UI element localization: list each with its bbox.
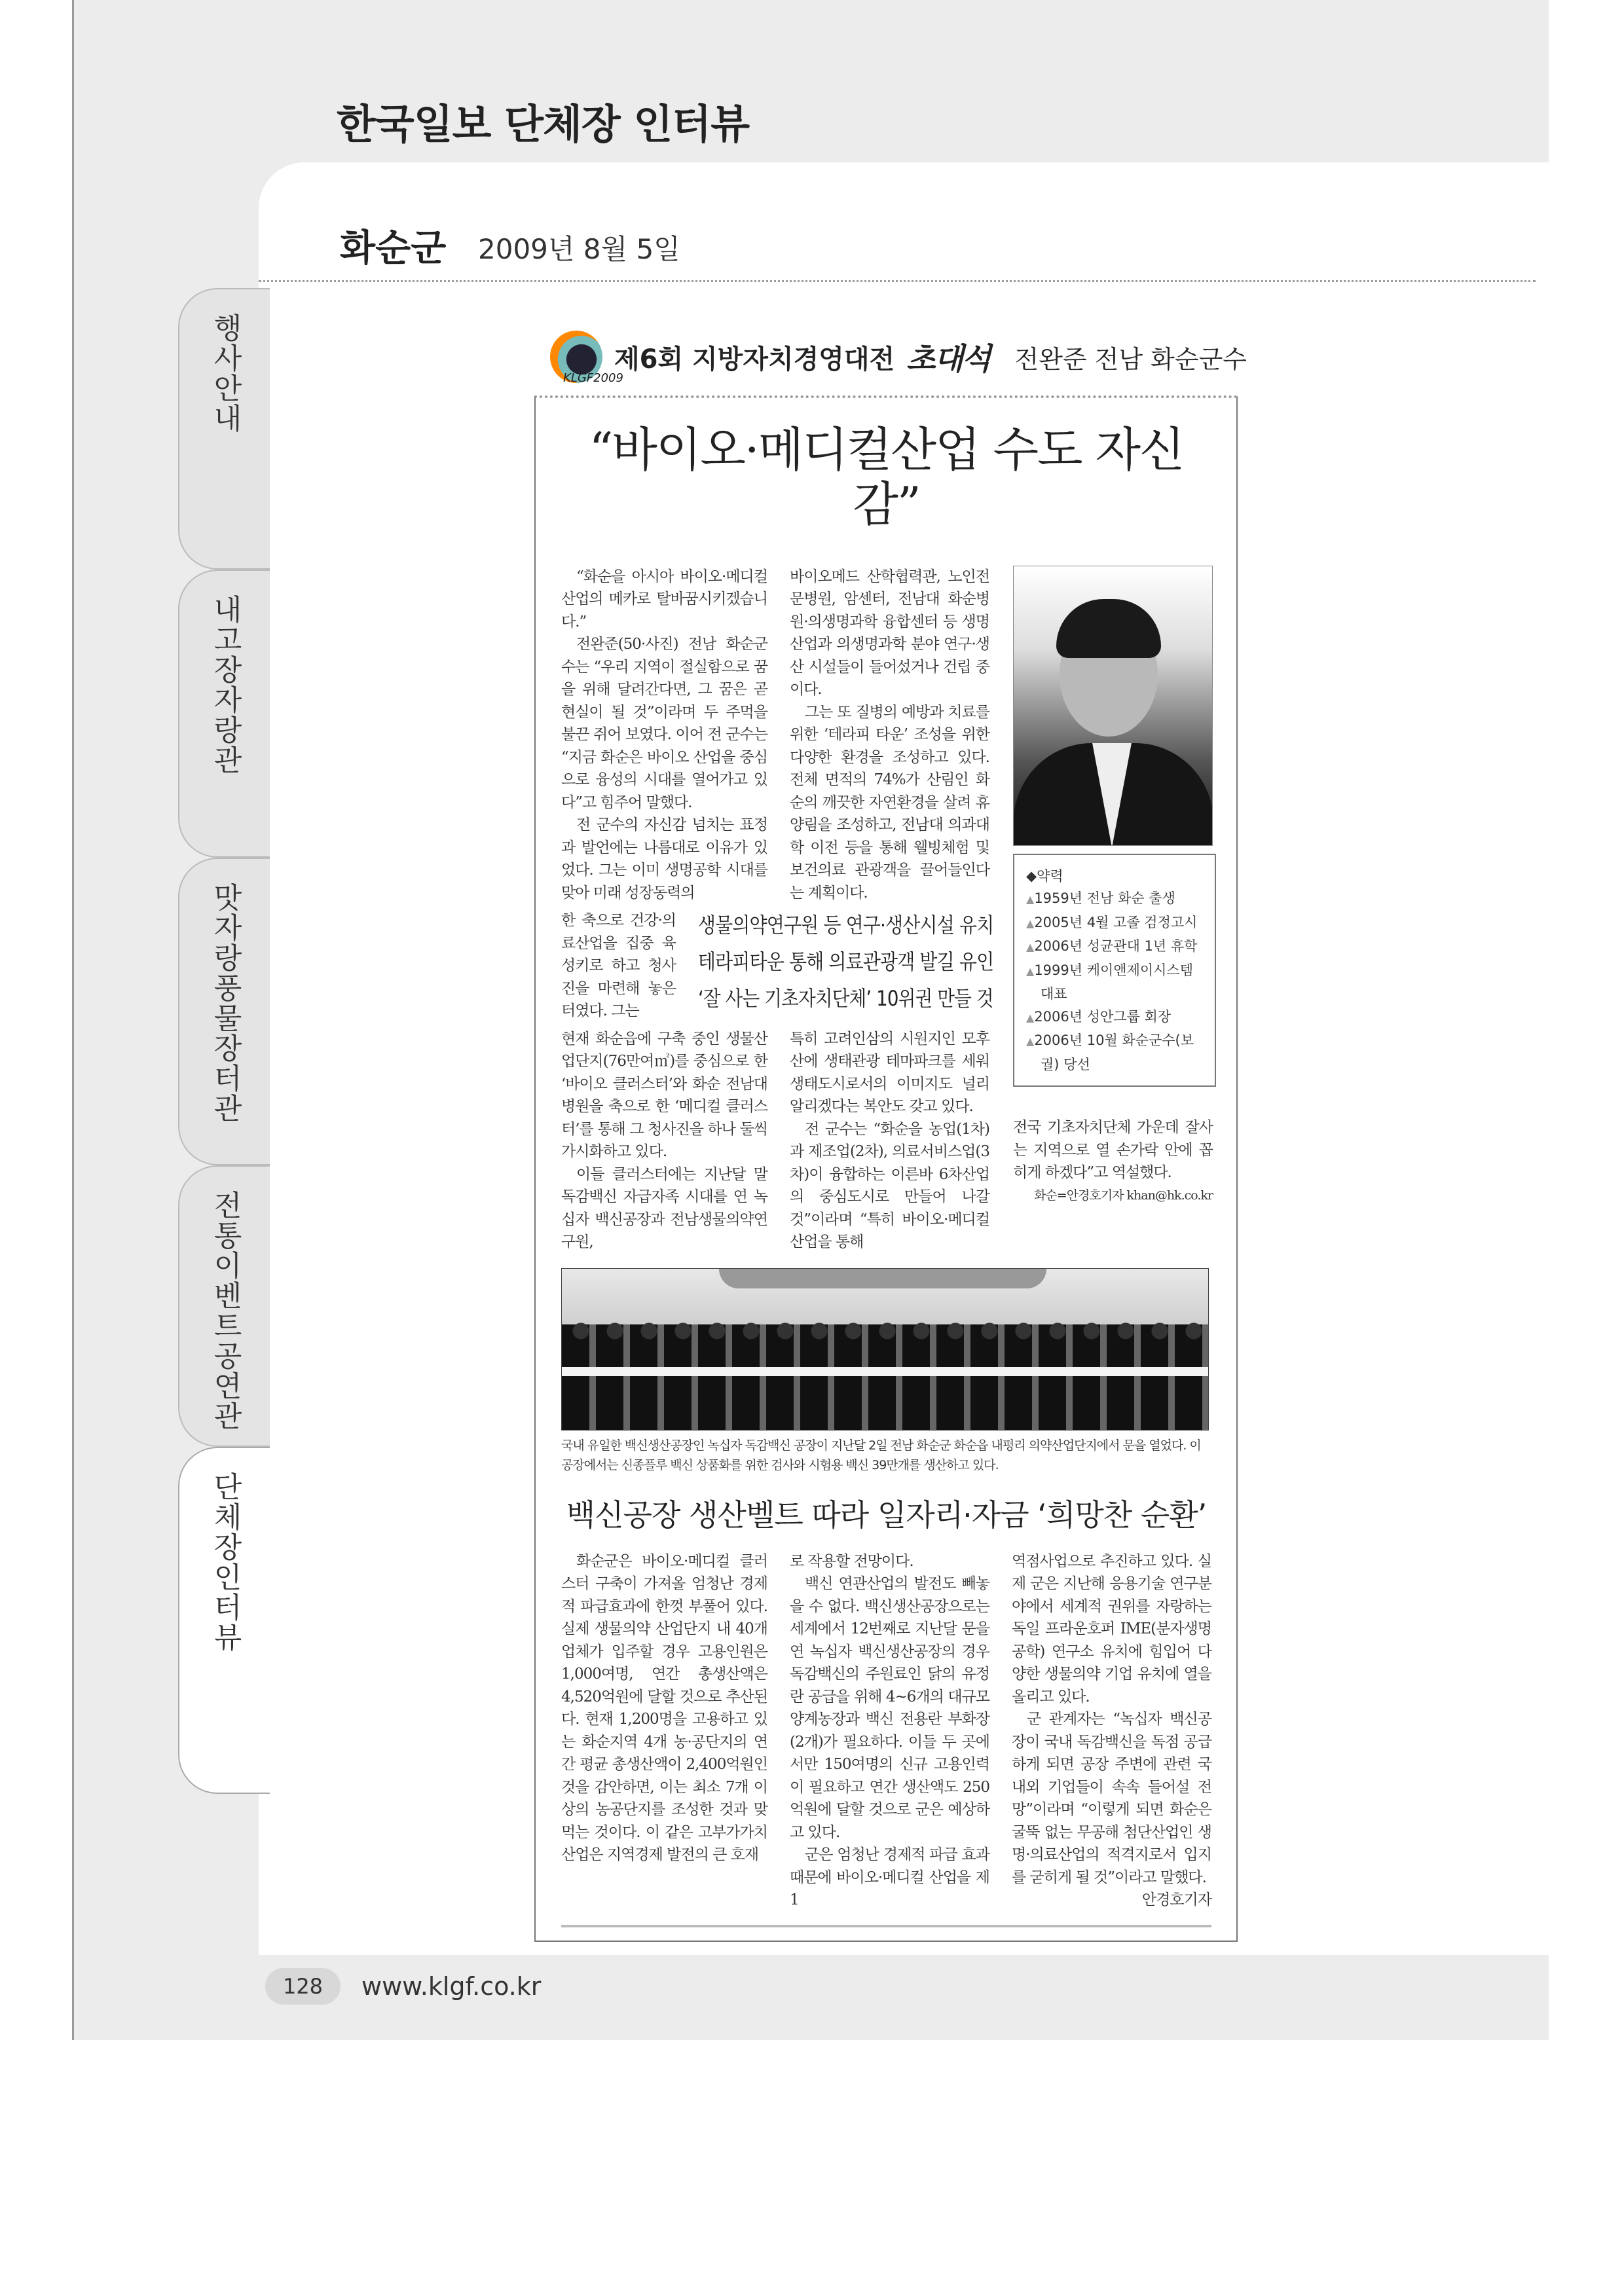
paragraph: 군은 엄청난 경제적 파급 효과 때문에 바이오·메디컬 산업을 제1 (790, 1846, 989, 1909)
career-heading: ◆약력 (1026, 867, 1063, 884)
divider (259, 280, 1536, 282)
article-col1-bottom (561, 1028, 767, 1254)
career-item: ▲2006년 성균관대 1년 휴학 (1026, 938, 1198, 955)
tab-hometown-pride[interactable] (178, 570, 270, 858)
triangle-icon: ▲ (1026, 1035, 1035, 1048)
award-banner (550, 327, 1247, 386)
ribbon-cutting-photo (561, 1268, 1209, 1430)
article2-col1 (561, 1550, 767, 1867)
tab-label: 행사안내 (208, 313, 242, 433)
paragraph: “화순을 아시아 바이오·메디컬 산업의 메카로 탈바꿈시키겠습니다.” (561, 568, 767, 630)
career-item: ▲1999년 케이앤제이시스템 대표 (1026, 962, 1194, 1002)
paragraph: 전완준(50·사진) 전남 화순군수는 “우리 지역이 절실함으로 꿈을 위해 달려간다면, 그 꿈은 곧 현실이 될 것”이라며 두 주먹을 불끈 쥐어 보였다. 이어 전 군수는 “지금 화순은 바이오 산업을 중심으로 융성의 시대를 열어가고 있다”고 힘주어 말했다. (561, 636, 767, 811)
article-col1-narrow (561, 909, 676, 1023)
scan-edge (72, 0, 74, 2040)
mayor-portrait-photo (1013, 566, 1213, 846)
divider (561, 1925, 1211, 1927)
article-col2-top (790, 566, 989, 905)
career-box (1013, 854, 1216, 1087)
tab-event-info[interactable] (178, 288, 270, 570)
paragraph: 역점사업으로 추진하고 있다. 실제 군은 지난해 응용기술 연구분야에서 세계적 권위를 자랑하는 독일 프라운호퍼 IME(분자생명공학) 연구소 유치에 힘입어 다양한 생물의약 기업 유치에 열을 올리고 있다. (1012, 1552, 1211, 1705)
paragraph: 군 관계자는 “녹십자 백신공장이 국내 독감백신을 독점 공급하게 되면 공장 주변에 관련 국내외 기업들이 속속 들어설 전망”이라며 “이렇게 되면 화순은 굴뚝 없는 무공해 첨단산업인 생명·의료산업의 적격지로서 입지를 굳히게 될 것”이라고 말했다. (1012, 1711, 1211, 1886)
paragraph: 로 작용할 전망이다. (790, 1552, 913, 1570)
career-item: ▲1959년 전남 화순 출생 (1026, 890, 1175, 907)
article2-headline: 백신공장 생산벨트 따라 일자리·자금 ‘희망찬 순환’ (566, 1497, 1207, 1533)
article2-col3 (1012, 1550, 1211, 1912)
article-box (534, 395, 1238, 1942)
publish-date: 2009년 8월 5일 (478, 233, 680, 265)
tab-mayor-interview[interactable] (178, 1447, 270, 1794)
interviewee: 전완준 전남 화순군수 (1014, 344, 1247, 374)
logo-text: KLGF2009 (563, 371, 623, 385)
subhead: ‘잘 사는 기초자치단체’ 10위권 만들 것 (698, 986, 993, 1011)
region-name: 화순군 (340, 227, 447, 270)
page-number: 128 (265, 1968, 341, 2005)
article-col3-bottom (1013, 1116, 1213, 1207)
paragraph: 한 축으로 건강·의료산업을 집중 육성키로 하고 청사진을 마련해 놓은 터였다. 그는 (561, 912, 676, 1020)
paragraph: 그는 또 질병의 예방과 치료를 위한 ‘테라피 타운’ 조성을 위한 다양한 환경을 조성하고 있다. 전체 면적의 74%가 산림인 화순의 깨끗한 자연환경을 살려 휴양림을 조성하고, 전남대 의과대학 이전 등을 통해 웰빙체험 및 보건의료 관광객을 끌어들인다는 계획이다. (790, 703, 989, 902)
klgf-logo-icon (550, 331, 623, 385)
paragraph: 전국 기초자치단체 가운데 잘사는 지역으로 열 손가락 안에 꼽히게 하겠다”고 역설했다. (1013, 1119, 1213, 1182)
tab-label: 전통이벤트공연관 (208, 1190, 242, 1431)
paragraph: 화순군은 바이오·메디컬 클러스터 구축이 가져올 엄청난 경제적 파급효과에 한껏 부풀어 있다. 실제 생물의약 산업단지 내 40개 업체가 입주할 경우 고용인원은 1,000여명, 연간 총생산액은 4,520억원에 달할 것으로 추산된다. 현재 1,200명을 고용하고 있는 화순지역 4개 농·공단지의 연간 평균 총생산액이 2,400억원인 것을 감안하면, 이는 최소 7개 이상의 농공단지를 조성한 것과 맞먹는 것이다. 이 같은 고부가가치 산업은 지역경제 발전의 큰 호재 (561, 1552, 767, 1864)
series-title: 한국일보 단체장 인터뷰 (337, 100, 750, 148)
triangle-icon: ▲ (1026, 917, 1035, 930)
award-badge: 초대석 (906, 341, 990, 376)
tab-food-market[interactable] (178, 858, 270, 1165)
subhead: 테라피타운 통해 의료관광객 발길 유인 (697, 949, 993, 975)
triangle-icon: ▲ (1026, 964, 1035, 977)
subhead: 생물의약연구원 등 연구·생산시설 유치 (697, 913, 993, 938)
career-item: ▲2006년 10월 화순군수(보궐) 당선 (1026, 1032, 1194, 1072)
article-col2-bottom (790, 1028, 989, 1254)
tab-label: 단체장인터뷰 (208, 1472, 242, 1652)
career-item: ▲2006년 성안그룹 회장 (1026, 1008, 1172, 1025)
tab-label: 맛자랑풍물장터관 (208, 883, 242, 1123)
paragraph: 특히 고려인삼의 시원지인 모후산에 생태관광 테마파크를 세워 생태도시로서의 이미지도 널리 알리겠다는 복안도 갖고 있다. (790, 1030, 989, 1116)
paragraph: 현재 화순읍에 구축 중인 생물산업단지(76만여㎡)를 중심으로 한 ‘바이오 클러스터’와 화순 전남대병원을 축으로 한 ‘메디컬 클러스터’를 통해 그 청사진을 하나 둘씩 가시화하고 있다. (561, 1030, 767, 1161)
tab-traditional-events[interactable] (178, 1165, 270, 1447)
paragraph: 백신 연관산업의 발전도 빼놓을 수 없다. 백신생산공장으로는 세계에서 12번째로 지난달 문을 연 녹십자 백신생산공장의 경우 독감백신의 주원료인 닭의 유정란 공급을 위해 4~6개의 대규모 양계농장과 백신 전용란 부화장(2개)가 필요하다. 이들 두 곳에서만 150여명의 신규 고용인력이 필요하고 연간 생산액도 250억원에 달할 것으로 군은 예상하고 있다. (790, 1575, 989, 1841)
tab-label: 내고장자랑관 (208, 594, 242, 775)
byline: 화순=안경호기자 khan@hk.co.kr (1034, 1188, 1213, 1203)
career-item: ▲2005년 4월 고졸 검정고시 (1026, 914, 1198, 930)
photo-caption: 국내 유일한 백신생산공장인 녹십자 독감백신 공장이 지난달 2일 전남 화순군 화순읍 내평리 의약산업단지에서 문을 열었다. 이 공장에서는 신종플루 백신 상품화를 위한 검사와 시험용 백신 39만개를 생산하고 있다. (561, 1438, 1201, 1472)
award-name: 제6회 지방자치경영대전 (614, 344, 895, 374)
article-title: “바이오·메디컬산업 수도 자신감” (589, 422, 1184, 532)
paragraph: 전 군수는 “화순을 농업(1차)과 제조업(2차), 의료서비스업(3차)이 융합하는 이른바 6차산업의 중심도시로 만들어 나갈 것”이라며 “특히 바이오·메디컬 산업을 통해 (790, 1120, 989, 1251)
triangle-icon: ▲ (1026, 941, 1035, 954)
paragraph: 이들 클러스터에는 지난달 말 독감백신 자급자족 시대를 연 녹십자 백신공장과 전남생물의약연구원, (561, 1165, 767, 1251)
triangle-icon: ▲ (1026, 1011, 1035, 1024)
subheads (698, 909, 993, 1013)
paragraph: 전 군수의 자신감 넘치는 표정과 발언에는 나름대로 이유가 있었다. 그는 이미 생명공학 시대를 맞아 미래 성장동력의 (561, 816, 767, 902)
article-col1-top (561, 566, 767, 905)
paragraph: 바이오메드 산학협력관, 노인전문병원, 암센터, 전남대 화순병원·의생명과학 융합센터 등 생명산업과 의생명과학 분야 연구·생산 시설들이 들어섰거나 건립 중이다. (790, 568, 989, 699)
triangle-icon: ▲ (1026, 893, 1035, 906)
byline: 안경호기자 (1141, 1891, 1211, 1909)
website-link[interactable]: www.klgf.co.kr (361, 1972, 542, 2001)
article2-col2 (790, 1550, 989, 1912)
